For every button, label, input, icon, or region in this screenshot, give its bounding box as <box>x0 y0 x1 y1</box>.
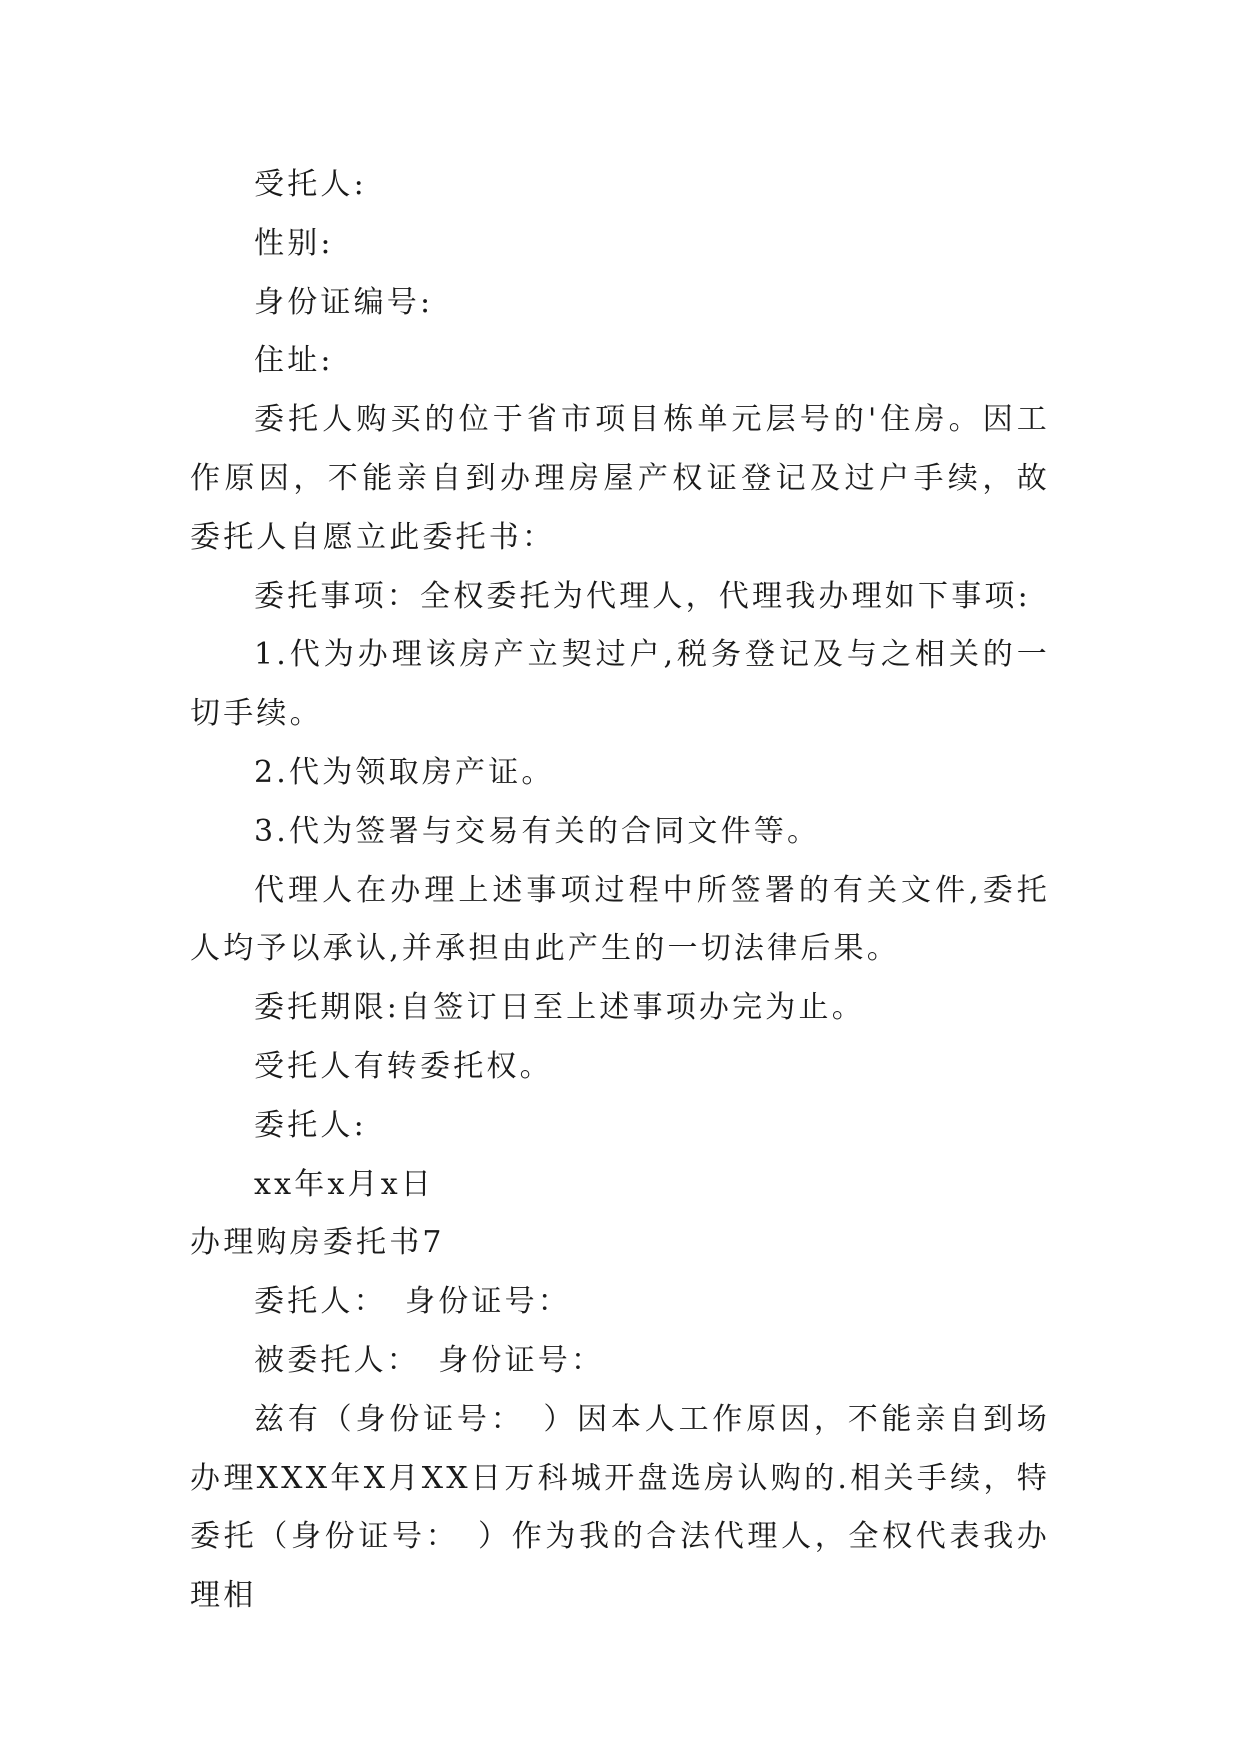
matter-item-2: 2.代为领取房产证。 <box>254 754 555 790</box>
gender-label: 性别: <box>254 225 334 261</box>
section-heading: 办理购房委托书7 <box>190 1225 445 1261</box>
recognition-paragraph: 代理人在办理上述事项过程中所签署的有关文件,委托人均予以承认,并承担由此产生的一切法律后果。 <box>190 872 1050 967</box>
entrustment-period: 委托期限:自签订日至上述事项办完为止。 <box>254 990 865 1026</box>
document-body <box>190 156 1050 1626</box>
trustee-label: 受托人: <box>254 167 367 202</box>
purchase-paragraph: 委托人购买的位于省市项目栋单元层号的'住房。因工作原因，不能亲自到办理房屋产权证登记及过户手续，故委托人自愿立此委托书： <box>190 402 1050 555</box>
address-label: 住址: <box>254 343 334 379</box>
date-line: xx年x月x日 <box>254 1166 435 1202</box>
sub-delegation-right: 受托人有转委托权。 <box>254 1048 553 1084</box>
agent-id-line: 被委托人： 身份证号： <box>254 1342 605 1378</box>
matter-item-3: 3.代为签署与交易有关的合同文件等。 <box>254 813 821 849</box>
principal-signature-label: 委托人: <box>254 1107 367 1143</box>
authorization-paragraph: 兹有（身份证号： ）因本人工作原因，不能亲自到场办理XXX年X月XX日万科城开盘选房认购的.相关手续，特委托（身份证号： ）作为我的合法代理人，全权代表我办理相 <box>190 1401 1050 1614</box>
principal-id-line: 委托人： 身份证号： <box>254 1284 571 1320</box>
entrusted-matters: 委托事项：全权委托为代理人，代理我办理如下事项: <box>254 578 1031 614</box>
matter-item-1: 1.代为办理该房产立契过户,税务登记及与之相关的一切手续。 <box>190 637 1050 732</box>
id-number-label: 身份证编号: <box>254 284 434 320</box>
